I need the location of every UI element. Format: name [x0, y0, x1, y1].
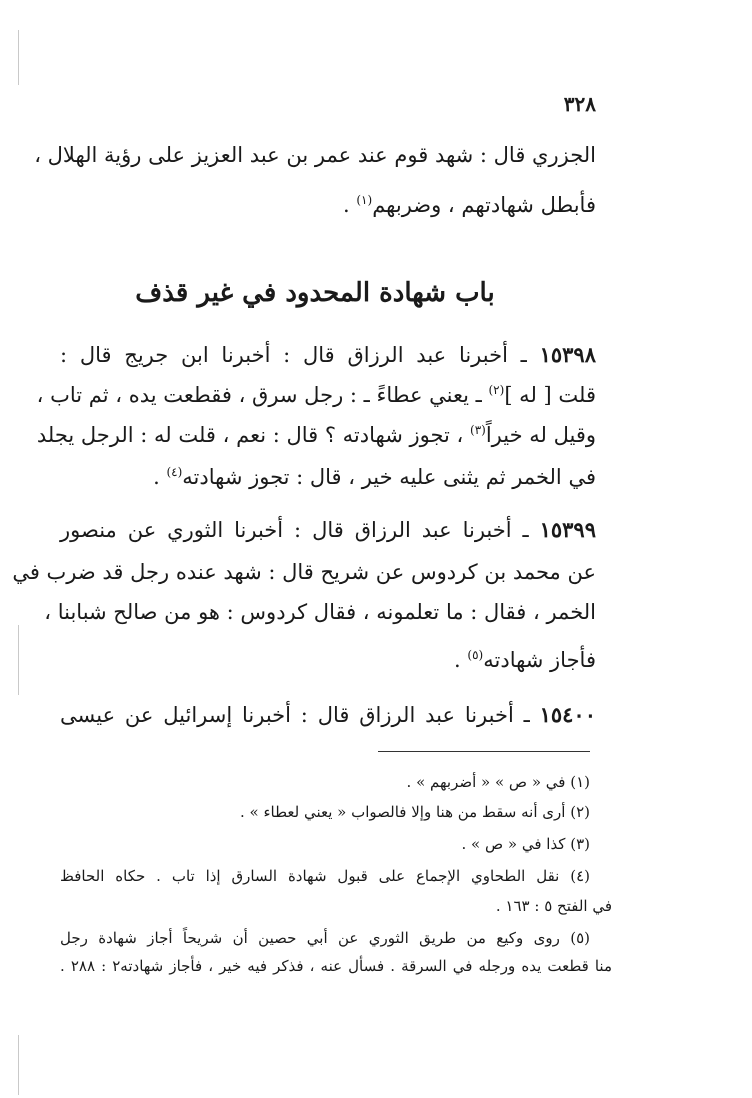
intro-line-2 [250, 190, 596, 220]
page-edge-line [18, 625, 19, 695]
footnote-2: (٢) أرى أنه سقط من هنا وإلا فالصواب « يعني لعطاء » . [239, 803, 590, 821]
footnote-ref[interactable]: (٤) [166, 465, 183, 479]
text: . [343, 193, 357, 217]
text: . [153, 465, 167, 489]
text: قلت [ له ] [504, 383, 596, 407]
entry-number: ١٥٤٠٠ [539, 702, 596, 727]
text: . [454, 648, 468, 672]
footnote-4-line-1: (٤) نقل الطحاوي الإجماع على قبول شهادة السارق إذا تاب . حكاه الحافظ [60, 867, 590, 885]
text: ـ أخبرنا عبد الرزاق قال : أخبرنا ابن جريج قال : [60, 343, 540, 367]
footnote-ref[interactable]: (٥) [467, 648, 484, 662]
entry-15399-line-2: عن محمد بن كردوس عن شريح قال : شهد عنده رجل قد ضرب في [12, 560, 596, 584]
footnote-ref[interactable]: (٣) [470, 423, 486, 437]
entry-number: ١٥٣٩٨ [539, 342, 596, 367]
entry-15400-line-1 [60, 700, 596, 730]
text: ، تجوز شهادته ؟ قال : نعم ، قلت له : الرجل يجلد [36, 423, 470, 447]
entry-15398-line-3 [36, 420, 596, 450]
footnote-5-line-2: منا قطعت يده ورجله في السرقة . فسأل عنه ، فذكر فيه خير ، فأجاز شهادته٢ : ٢٨٨ . [60, 957, 612, 975]
footnote-4-line-2: في الفتح ٥ : ١٦٣ . [495, 897, 612, 915]
footnote-3: (٣) كذا في « ص » . [461, 835, 590, 853]
footnote-separator [378, 751, 590, 752]
text: في الخمر ثم يثنى عليه خير ، قال : تجوز شهادته [182, 465, 596, 489]
entry-15398-line-4 [153, 462, 596, 492]
page-number: ٣٢٨ [563, 92, 596, 116]
footnote-5-line-1: (٥) روى وكيع من طريق الثوري عن أبي حصين أن شريحاً أجاز شهادة رجل [60, 929, 590, 947]
entry-15398-line-2 [36, 380, 596, 410]
footnote-ref[interactable]: (٢) [488, 383, 505, 397]
footnote-ref[interactable]: (١) [356, 193, 373, 207]
entry-15399-line-3: الخمر ، فقال : ما تعلمونه ، فقال كردوس : هو من صالح شبابنا ، [44, 600, 596, 624]
text: فأجاز شهادته [483, 648, 596, 672]
text: فأبطل شهادتهم ، وضربهم [372, 193, 596, 217]
entry-15399-line-1 [60, 515, 596, 545]
page-edge-line [18, 1035, 19, 1095]
intro-line-1: الجزري قال : شهد قوم عند عمر بن عبد العزيز على رؤية الهلال ، [34, 143, 596, 167]
page-edge-line [18, 30, 19, 85]
text: وقيل له خيراً [485, 423, 596, 447]
entry-15398-line-1 [60, 340, 596, 370]
entry-number: ١٥٣٩٩ [539, 517, 596, 542]
text: ـ أخبرنا عبد الرزاق قال : أخبرنا الثوري عن منصور [60, 518, 540, 542]
section-title: باب شهادة المحدود في غير قذف [135, 278, 495, 308]
text: ـ يعني عطاءً ـ : رجل سرق ، فقطعت يده ، ثم تاب ، [36, 383, 489, 407]
footnote-1: (١) في « ص » « أضربهم » . [406, 773, 590, 791]
entry-15399-line-4 [380, 645, 596, 675]
text: ـ أخبرنا عبد الرزاق قال : أخبرنا إسرائيل عن عيسى [60, 703, 540, 727]
